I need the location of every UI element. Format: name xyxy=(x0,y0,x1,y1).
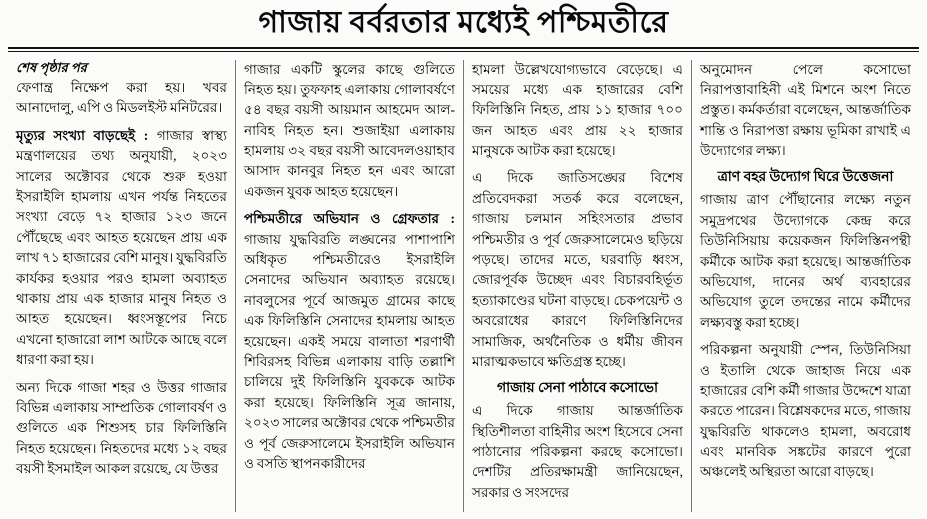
article-column-2 xyxy=(235,60,463,512)
section-subheading: গাজায় সেনা পাঠাবে কসোভো xyxy=(497,380,658,396)
paragraph xyxy=(244,209,455,474)
headline-area xyxy=(0,0,927,45)
paragraph xyxy=(700,60,911,162)
paragraph xyxy=(700,340,911,483)
paragraph xyxy=(472,60,683,162)
paragraph xyxy=(16,126,227,371)
paragraph-text: হামলা উল্লেখযোগ্যভাবে বেড়েছে। এ সময়ের মধ্যে এক হাজারের বেশি ফিলিস্তিনি নিহত, প্রায় ১১ হাজার ৭০০ জন আহত এবং প্রায় ২২ হাজার মানুষকে আটক করা হয়েছে। xyxy=(472,61,683,159)
paragraph-text: গাজায় ত্রাণ পৌঁছানোর লক্ষ্যে নতুন সমুদ্রপথের উদ্যোগকে কেন্দ্র করে তিউনিসিয়ায় কয়েকজন ফিলিস্তিনপন্থী কর্মীকে আটক করা হয়েছে। আন্তর্জাতিক অভিযোগ, দানের অর্থ ব্যবহারের অভিযোগ তুলে তদন্তের নামে কর্মীদের লক্ষ্যবস্তু করা হচ্ছে। xyxy=(700,192,911,330)
section-subheading: ত্রাণ বহর উদ্যোগ ঘিরে উত্তেজনা xyxy=(717,169,894,185)
paragraph-text: এ দিকে জাতিসঙ্ঘের বিশেষ প্রতিবেদকরা সতর্ক করে বলেছেন, গাজায় চলমান সহিংসতার প্রভাব পশ্চিমতীর ও পূর্ব জেরুসালেমেও ছড়িয়ে পড়ছে। তাদের মতে, ঘরবাড়ি ধ্বংস, জোরপূর্বক উচ্ছেদ এবং বিচারবহির্ভূত হত্যাকাণ্ডের ঘটনা বাড়ছে। চেকপয়েন্ট ও অবরোধের কারণে ফিলিস্তিনিদের সামাজিক, অর্থনৈতিক ও ধর্মীয় জীবন মারাত্মকভাবে ক্ষতিগ্রস্ত হচ্ছে। xyxy=(472,170,683,369)
paragraph xyxy=(16,378,227,480)
paragraph-text: এ দিকে গাজায় আন্তর্জাতিক স্থিতিশীলতা বাহিনীর অংশ হিসেবে সেনা পাঠানোর পরিকল্পনা করছে কসোভো। দেশটির প্রতিরক্ষামন্ত্রী জানিয়েছেন, সরকার ও সংসদের xyxy=(472,403,683,500)
continuation-kicker: শেষ পৃষ্ঠার পর xyxy=(16,59,87,75)
paragraph-text: গাজার স্বাস্থ্য মন্ত্রণালয়ের তথ্য অনুযায়ী, ২০২৩ সালের অক্টোবর থেকে শুরু হওয়া ইসরাইলি হামলায় এখন পর্যন্ত নিহতের সংখ্যা বেড়ে ৭২ হাজার ১২৩ জনে পৌঁছেছে এবং আহত হয়েছেন প্রায় এক লাখ ৭১ হাজারের বেশি মানুষ। যুদ্ধবিরতি কার্যকর হওয়ার পরও হামলা অব্যাহত থাকায় প্রায় এক হাজার মানুষ নিহত ও আহত হয়েছেন। ধ্বংসস্তূপের নিচে এখনো হাজারো লাশ আটকে আছে বলে ধারণা করা হয়। xyxy=(16,127,227,368)
paragraph-text: ফেণান্ত্র নিক্ষেপ করা হয়। খবর আনাদোলু, এপি ও মিডলইস্ট মনিটরের। xyxy=(16,80,227,116)
article-column-1 xyxy=(8,60,235,512)
paragraph xyxy=(700,190,911,333)
article-columns xyxy=(0,56,927,518)
paragraph xyxy=(472,401,683,503)
paragraph-text: অন্য দিকে গাজা শহর ও উত্তর গাজার বিভিন্ন এলাকায় সাম্প্রতিক গোলাবর্ষণ ও গুলিতে এক শিশুসহ চার ফিলিস্তিনি নিহত হয়েছেন। নিহতদের মধ্যে ১২ বছর বয়সী ইসমাইল আকল রয়েছে, যে উত্তর xyxy=(16,379,227,477)
paragraph xyxy=(16,78,227,119)
paragraph-lead: মৃত্যুর সংখ্যা বাড়ছেই : xyxy=(16,127,149,143)
paragraph-text: গাজায় যুদ্ধবিরতি লঙ্ঘনের পাশাপাশি অধিকৃত পশ্চিমতীরেও ইসরাইলি সেনাদের অভিযান অব্যাহত রয়েছে। নাবলুসের পূর্বে আজমুত গ্রামের কাছে এক ফিলিস্তিনি সেনাদের হামলায় আহত হয়েছেন। একই সময়ে বালাতা শরণার্থী শিবিরসহ বিভিন্ন এলাকায় বাড়ি তল্লাশি চালিয়ে দুই ফিলিস্তিনি যুবককে আটক করা হয়েছে। ফিলিস্তিনি সূত্র জানায়, ২০২৩ সালের অক্টোবর থেকে পশ্চিমতীর ও পূর্ব জেরুসালেমে ইসরাইলি অভিযান ও বসতি স্থাপনকারীদের xyxy=(244,231,455,471)
article-column-3 xyxy=(463,60,691,512)
headline-rule-thin xyxy=(8,51,919,52)
paragraph xyxy=(244,60,455,203)
paragraph-text: পরিকল্পনা অনুযায়ী স্পেন, তিউনিসিয়া ও ইতালি থেকে জাহাজ নিয়ে এক হাজারের বেশি কর্মী গাজার উদ্দেশে যাত্রা করতে পারেন। বিশ্লেষকদের মতে, গাজায় যুদ্ধবিরতি থাকলেও হামলা, অবরোধ এবং মানবিক সঙ্কটের কারণে পুরো অঞ্চলেই অস্থিরতা আরো বাড়ছে। xyxy=(700,342,911,480)
article-column-4 xyxy=(691,60,919,512)
page-title: গাজায় বর্বরতার মধ্যেই পশ্চিমতীরে xyxy=(258,6,669,39)
paragraph-lead: পশ্চিমতীরে অভিযান ও গ্রেফতার : xyxy=(244,211,455,227)
headline-rule xyxy=(8,47,919,49)
paragraph-text: গাজার একটি স্কুলের কাছে গুলিতে নিহত হয়। তুফফাহ এলাকায় গোলাবর্ষণে ৫৪ বছর বয়সী আয়মান আহমেদ আল-নাবিহ নিহত হন। শুজাইয়া এলাকায় হামলায় ৩২ বছর বয়সী আবেদলওয়াহাব আসাদ কানবুর নিহত হন এবং আরো একজন যুবক আহত হয়েছেন। xyxy=(244,61,455,199)
paragraph-text: অনুমোদন পেলে কসোভো নিরাপত্তাবাহিনী এই মিশনে অংশ নিতে প্রস্তুত। কর্মকর্তারা বলেছেন, আন্তর্জাতিক শান্তি ও নিরাপত্তা রক্ষায় ভূমিকা রাখাই এ উদ্যোগের লক্ষ্য। xyxy=(700,61,911,159)
paragraph xyxy=(472,168,683,372)
